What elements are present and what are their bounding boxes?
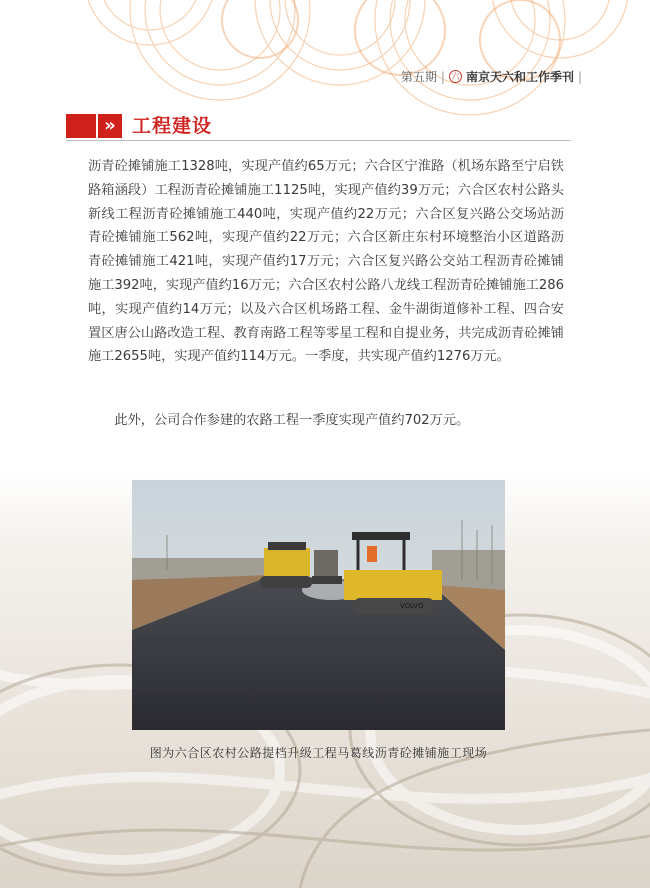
roller-brand-label: VOLVO [400, 602, 424, 610]
road-paving-photo [132, 480, 505, 730]
company-logo-icon: 六 [449, 70, 462, 83]
photo-illustration [132, 480, 505, 730]
header-separator: | [440, 69, 445, 84]
journal-title: 南京天六和工作季刊 [465, 70, 574, 84]
body-paragraph-2: 此外，公司合作参建的农路工程一季度实现产值约702万元。 [114, 413, 470, 428]
section-red-block [66, 114, 96, 138]
running-header [401, 68, 582, 85]
section-title: 工程建设 [132, 115, 213, 137]
body-paragraph-1: 沥青砼摊铺施工1328吨，实现产值约65万元；六合区宁淮路（机场东路至宁启铁路箱涵段）工程沥青砼摊铺施工1125吨，实现产值约39万元；六合区农村公路头新线工程沥青砼摊铺施工440吨，实现产值约22万元；六合区复兴路公交场站沥青砼摊铺施工562吨，实现产值约22万元；六合区新庄东村环境整治小区道路沥青砼摊铺施工421吨，实现产值约17万元；六合区复兴路公交站工程沥青砼摊铺施工392吨，实现产值约16万元；六合区农村公路八龙线工程沥青砼摊铺施工286吨，实现产值约14万元；以及六合区机场路工程、金牛湖街道修补工程、四合安置区唐公山路改造工程、教育南路工程等零星工程和自提业务，共完成沥青砼摊铺施工2655吨，实现产值约114万元。一季度，共实现产值约1276万元。 [88, 159, 564, 365]
chevron-right-icon: » [98, 114, 122, 138]
header-separator-end: | [577, 69, 582, 84]
photo-caption: 图为六合区农村公路提档升级工程马葛线沥青砼摊铺施工现场 [149, 746, 488, 760]
section-heading [66, 112, 571, 141]
issue-label: 第五期 [400, 70, 437, 84]
